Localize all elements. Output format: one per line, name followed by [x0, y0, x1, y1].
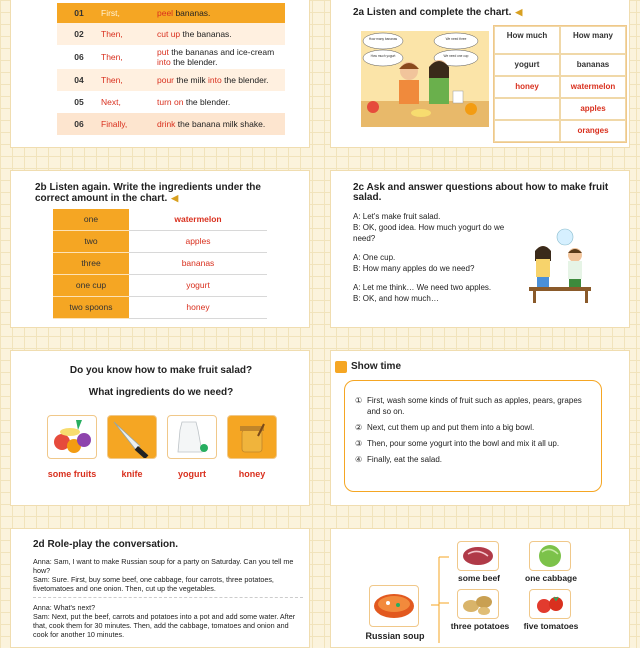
chart-cell: [494, 98, 560, 120]
step-text: put the bananas and ice-cream into the blender.: [157, 47, 275, 67]
step-word: Finally,: [101, 119, 128, 129]
dialog-line: Anna: Sam, I want to make Russian soup for a party on Saturday. Can you tell me how?: [33, 557, 294, 575]
section-title: 2c Ask and answer questions about how to make fruit salad.: [353, 182, 609, 203]
step-row-1: [57, 3, 285, 23]
step-num: 02: [74, 29, 84, 39]
dialog-line: [353, 244, 521, 252]
dialog-line: A: Let's make fruit salad.: [353, 212, 441, 221]
chart-cell: bananas: [560, 54, 626, 76]
chart-cell: watermelon: [560, 76, 626, 98]
step-verb: cut up: [157, 29, 181, 39]
food-label: three potatoes: [450, 621, 510, 631]
step-text: peel bananas.: [157, 8, 211, 18]
title-text: 2b Listen again. Write the ingredients under the correct amount in the chart.: [35, 182, 261, 204]
dialog-part-2: [33, 603, 303, 639]
show-step: [355, 422, 591, 433]
item-label: honey: [238, 469, 266, 479]
item-label: some fruits: [47, 469, 97, 479]
step-text: First, wash some kinds of fruit such as apples, pears, grapes and so on.: [367, 396, 582, 416]
show-step: [355, 395, 591, 417]
chart-cell: [494, 120, 560, 142]
knife-icon: [108, 416, 156, 458]
step-text: pour the milk into the blender.: [157, 75, 269, 85]
step-row-6: [57, 113, 285, 135]
ingredient-cell: watermelon: [129, 209, 267, 231]
food-label: five tomatoes: [523, 621, 579, 631]
step-word: Then,: [101, 75, 123, 85]
speaker-icon[interactable]: ◀: [515, 7, 523, 17]
fruits-thumb: [47, 415, 97, 459]
potatoes-icon: [458, 590, 498, 618]
honey-icon: [228, 416, 276, 458]
amount-cell: two: [53, 231, 129, 253]
step-verb: put: [157, 47, 169, 57]
dialog: [353, 211, 521, 304]
step-text: Then, pour some yogurt into the bowl and mix it all up.: [367, 439, 560, 448]
step-num: 01: [74, 8, 84, 18]
item-label: yogurt: [178, 469, 206, 479]
amount-cell: three: [53, 253, 129, 275]
amount-cell: one cup: [53, 275, 129, 297]
bubble-1: How many bananas: [368, 37, 398, 41]
title-text: 2a Listen and complete the chart.: [353, 7, 512, 18]
step-marker: ①: [355, 396, 363, 405]
steps-table: [57, 3, 285, 135]
potatoes-image: [457, 589, 499, 619]
dialog-part-1: [33, 557, 303, 593]
step-verb: pour: [157, 75, 175, 85]
step-text: cut up the bananas.: [157, 29, 232, 39]
chart-cell: oranges: [560, 120, 626, 142]
chart-header: [494, 26, 626, 54]
step-verb: drink: [157, 119, 176, 129]
step-num: 06: [74, 52, 84, 62]
ingredient-cell: honey: [129, 297, 267, 319]
chart-cell: yogurt: [494, 54, 560, 76]
steps-card: [10, 0, 310, 148]
header-how-much: How much: [494, 26, 560, 54]
dialog-line: A: One cup.: [353, 253, 396, 262]
step-marker: ③: [355, 439, 363, 448]
step-word: Then,: [101, 29, 123, 39]
step-row-4: [57, 69, 285, 91]
dialog-line: [353, 274, 521, 282]
food-label: one cabbage: [525, 573, 577, 583]
show-time-icon: [335, 361, 347, 373]
honey-thumb: [227, 415, 277, 459]
tomatoes-icon: [530, 590, 570, 618]
step-text: drink the banana milk shake.: [157, 119, 266, 129]
header-how-many: How many: [560, 26, 626, 54]
amount-cell: two spoons: [53, 297, 129, 319]
section-title: [35, 183, 295, 204]
listen-chart-card: [330, 0, 630, 148]
section-title: 2d Role-play the conversation.: [33, 539, 179, 550]
two-kids-illustration: [525, 227, 595, 307]
step-word: Next,: [101, 97, 121, 107]
russian-soup-card: [330, 528, 630, 648]
amount-column: [53, 209, 129, 319]
dialog-line: B: OK, and how much…: [353, 294, 439, 303]
ask-answer-card: [330, 170, 630, 328]
ingredient-cell: bananas: [129, 253, 267, 275]
dialog-line: B: How many apples do we need?: [353, 264, 475, 273]
soup-label: Russian soup: [365, 631, 425, 641]
step-num: 04: [74, 75, 84, 85]
ingredient-column: [129, 209, 267, 319]
speaker-icon[interactable]: ◀: [171, 193, 179, 203]
chart-row: [494, 120, 626, 142]
cabbage-image: [529, 541, 571, 571]
step-row-3: [57, 45, 285, 69]
bubble-2: We need three: [445, 37, 467, 41]
dialog-line: Sam: Next, put the beef, carrots and potatoes into a pot and add some water. After that, cook them for 30 minutes. Then, add the cabbage, tomatoes and onion and cook for another 10 minutes.: [33, 612, 296, 639]
divider: [33, 597, 303, 598]
role-play-card: [10, 528, 310, 648]
tomatoes-image: [529, 589, 571, 619]
how-much-many-chart: [493, 25, 627, 143]
amount-chart-card: [10, 170, 310, 328]
chart-row: [494, 76, 626, 98]
ingredient-cell: yogurt: [129, 275, 267, 297]
step-word: Then,: [101, 52, 123, 62]
dialog-line: B: OK, good idea. How much yogurt do we need?: [353, 223, 505, 243]
step-marker: ④: [355, 455, 363, 464]
bubble-4: We need one cup: [443, 54, 469, 58]
kitchen-illustration: [361, 31, 489, 127]
fruits-icon: [48, 416, 96, 458]
beef-icon: [458, 542, 498, 570]
ingredients-question-card: [10, 350, 310, 506]
yogurt-icon: [168, 416, 216, 458]
chart-cell: honey: [494, 76, 560, 98]
beef-image: [457, 541, 499, 571]
step-row-5: [57, 91, 285, 113]
amount-cell: one: [53, 209, 129, 231]
cabbage-icon: [530, 542, 570, 570]
step-verb: turn on: [157, 97, 184, 107]
step-word: First,: [101, 8, 120, 18]
chart-cell: apples: [560, 98, 626, 120]
chart-row: [494, 54, 626, 76]
knife-thumb: [107, 415, 157, 459]
show-step: [355, 454, 591, 465]
step-text: Next, cut them up and put them into a big bowl.: [367, 423, 535, 432]
step-num: 05: [74, 97, 84, 107]
step-verb: peel: [157, 8, 174, 18]
step-text: Finally, eat the salad.: [367, 455, 443, 464]
show-step: [355, 438, 591, 449]
item-label: knife: [121, 469, 143, 479]
bubble-3: How much yogurt: [370, 54, 396, 58]
section-title: [353, 7, 522, 18]
soup-bowl-icon: [370, 586, 418, 626]
yogurt-thumb: [167, 415, 217, 459]
step-marker: ②: [355, 423, 363, 432]
step-num: 06: [74, 119, 84, 129]
question-1: Do you know how to make fruit salad?: [69, 365, 253, 376]
food-label: some beef: [457, 573, 501, 583]
step-row-2: [57, 23, 285, 45]
dialog-line: Sam: Sure. First, buy some beef, one cabbage, four carrots, three potatoes, fivetomatoes and one onion. Then, cut up the vegetables.: [33, 575, 274, 593]
show-time-steps: [344, 380, 602, 492]
dialog-line: Anna: What's next?: [33, 603, 96, 612]
soup-image: [369, 585, 419, 627]
step-text: turn on the blender.: [157, 97, 231, 107]
dialog-line: A: Let me think… We need two apples.: [353, 283, 492, 292]
chart-row: [494, 98, 626, 120]
section-title: Show time: [351, 361, 402, 372]
ingredient-cell: apples: [129, 231, 267, 253]
question-2: What ingredients do we need?: [88, 387, 234, 398]
